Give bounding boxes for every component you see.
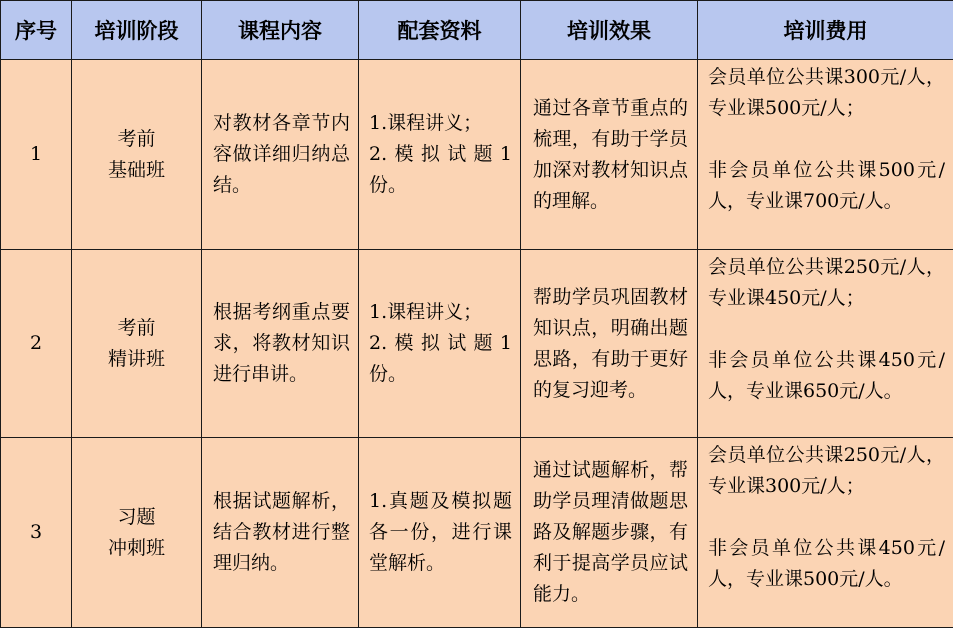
stage-name-line2: 冲刺班 (107, 536, 165, 559)
materials-item-2: 2.模拟试题1份。 (369, 332, 512, 385)
cell-fee (698, 60, 953, 250)
fee-spacer (708, 314, 945, 345)
fee-nonmember: 非会员单位公共课450元/人，专业课650元/人。 (708, 349, 945, 402)
cell-effect (521, 438, 698, 628)
cell-materials (359, 60, 521, 250)
header-content: 课程内容 (202, 1, 359, 60)
stage-name-line1: 考前 (117, 127, 156, 150)
stage-name-line2: 基础班 (107, 158, 165, 181)
content-text: 对教材各章节内容做详细归纳总结。 (213, 112, 350, 196)
cell-content (202, 438, 359, 628)
cell-fee (698, 250, 953, 438)
cell-content (202, 60, 359, 250)
materials-item-1: 1.真题及模拟题各一份，进行课堂解析。 (369, 490, 512, 574)
materials-item-1: 1.课程讲义； (369, 301, 483, 323)
header-fee: 培训费用 (698, 1, 953, 60)
table-header-row (1, 1, 953, 60)
header-seq: 序号 (1, 1, 72, 60)
fee-nonmember: 非会员单位公共课450元/人，专业课500元/人。 (708, 537, 945, 590)
fee-member: 会员单位公共课250元/人，专业课300元/人； (708, 444, 945, 497)
materials-item-1: 1.课程讲义； (369, 112, 483, 134)
fee-text (698, 250, 953, 407)
table-row (1, 250, 953, 438)
content-text: 根据考纲重点要求，将教材知识进行串讲。 (213, 301, 350, 385)
fee-text (698, 438, 953, 595)
cell-stage (72, 60, 202, 250)
materials-item-2: 2.模拟试题1份。 (369, 143, 512, 196)
cell-fee (698, 438, 953, 628)
cell-effect (521, 60, 698, 250)
fee-member: 会员单位公共课250元/人，专业课450元/人； (708, 256, 945, 309)
cell-effect (521, 250, 698, 438)
header-stage: 培训阶段 (72, 1, 202, 60)
content-text: 根据试题解析，结合教材进行整理归纳。 (213, 490, 350, 574)
effect-text: 通过各章节重点的梳理，有助于学员加深对教材知识点的理解。 (533, 96, 688, 212)
fee-spacer (708, 124, 945, 155)
cell-stage (72, 438, 202, 628)
effect-text: 通过试题解析，帮助学员理清做题思路及解题步骤，有利于提高学员应试能力。 (533, 459, 688, 605)
table-row (1, 60, 953, 250)
fee-spacer (708, 502, 945, 533)
materials-text (359, 297, 520, 390)
table-row (1, 438, 953, 628)
cell-seq: 1 (1, 60, 72, 250)
fee-nonmember: 非会员单位公共课500元/人，专业课700元/人。 (708, 159, 945, 212)
header-effect: 培训效果 (521, 1, 698, 60)
cell-seq: 3 (1, 438, 72, 628)
header-materials: 配套资料 (359, 1, 521, 60)
effect-text: 帮助学员巩固教材知识点，明确出题思路，有助于更好的复习迎考。 (533, 285, 688, 401)
materials-text (359, 486, 520, 579)
cell-materials (359, 250, 521, 438)
cell-content (202, 250, 359, 438)
stage-name-line1: 习题 (117, 505, 156, 528)
stage-name-line1: 考前 (117, 316, 156, 339)
cell-stage (72, 250, 202, 438)
stage-name-line2: 精讲班 (107, 347, 165, 370)
cell-seq: 2 (1, 250, 72, 438)
fee-member: 会员单位公共课300元/人，专业课500元/人； (708, 66, 945, 119)
fee-text (698, 60, 953, 217)
cell-materials (359, 438, 521, 628)
materials-text (359, 108, 520, 201)
